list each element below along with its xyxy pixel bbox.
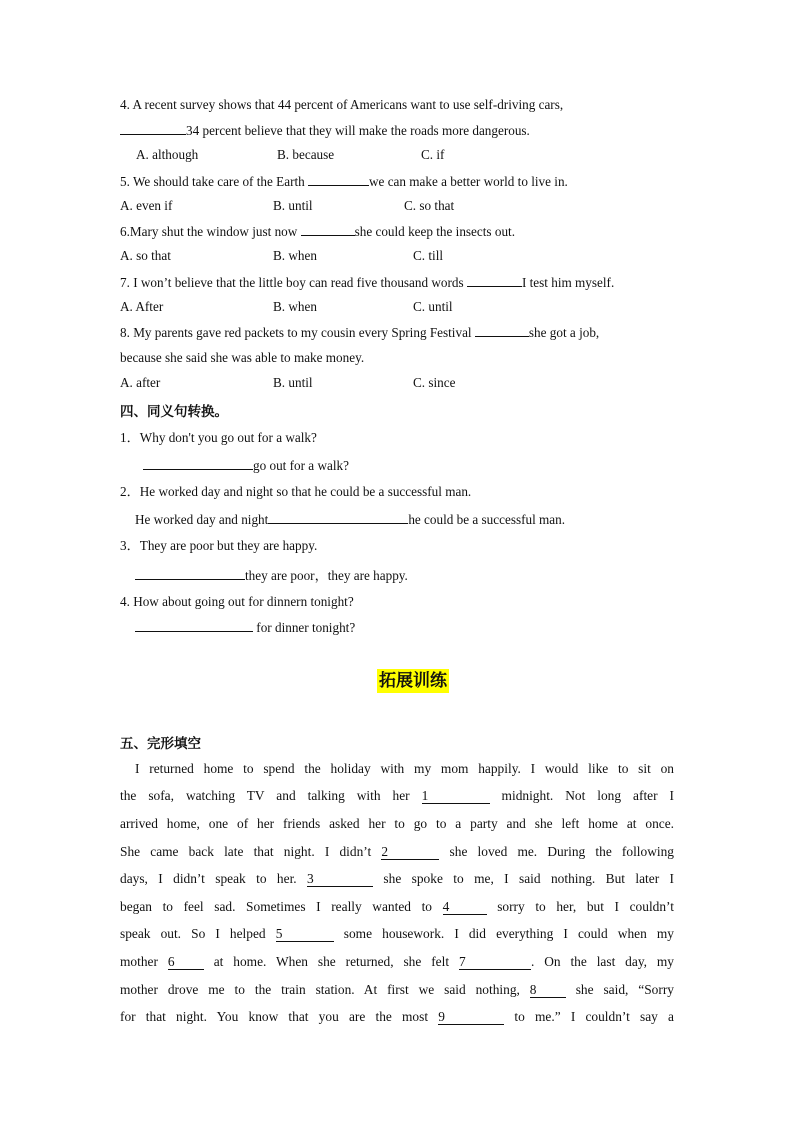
cloze-line-7 xyxy=(120,926,674,942)
cloze-text: she said, “Sorry xyxy=(565,982,674,997)
q5-option-a: A. even if xyxy=(120,198,173,213)
cloze-blank-4[interactable]: 4 xyxy=(443,900,487,915)
answer-blank[interactable] xyxy=(143,457,253,470)
section4-heading: 四、同义句转换。 xyxy=(120,404,228,420)
cloze-text: began to feel sad. Sometimes I really wanted to xyxy=(120,899,443,914)
s4-a2-text: he could be a successful man. xyxy=(408,512,566,527)
q8-text-post: she got a job, xyxy=(528,325,600,340)
q7-option-b: B. when xyxy=(273,299,317,314)
q4-line2-text: 34 percent believe that they will make the roads more dangerous. xyxy=(186,123,530,138)
s4-a1-text: go out for a walk? xyxy=(253,458,349,473)
cloze-line-3: arrived home, one of her friends asked her to go to a party and she left home at once. xyxy=(120,816,674,831)
section5-heading: 五、完形填空 xyxy=(120,736,201,752)
cloze-blank-1[interactable]: 1 xyxy=(422,789,490,804)
q8-option-c: C. since xyxy=(413,375,456,390)
s4-q1: 1．Why don't you go out for a walk? xyxy=(120,430,317,445)
q6-text: 6.Mary shut the window just now xyxy=(120,224,301,239)
s4-a3-text: they are poor，they are happy. xyxy=(245,568,408,583)
s4-a3 xyxy=(135,567,408,584)
cloze-text: she loved me. During the following xyxy=(439,844,675,859)
cloze-text: midnight. Not long after I xyxy=(489,788,674,803)
answer-blank[interactable] xyxy=(135,619,253,632)
q8-line2: because she said she was able to make money. xyxy=(120,350,365,365)
q5-option-c: C. so that xyxy=(404,198,455,213)
s4-q4: 4. How about going out for dinnern tonight? xyxy=(120,594,354,609)
q7-text-post: I test him myself. xyxy=(521,275,615,290)
s4-q3: 3．They are poor but they are happy. xyxy=(120,538,318,553)
answer-blank[interactable] xyxy=(268,511,408,524)
q8-option-b: B. until xyxy=(273,375,313,390)
cloze-blank-9[interactable]: 9 xyxy=(438,1010,504,1025)
cloze-blank-7[interactable]: 7 xyxy=(459,955,531,970)
q6-option-a: A. so that xyxy=(120,248,171,263)
cloze-line-10 xyxy=(120,1009,674,1025)
q5-text: 5. We should take care of the Earth xyxy=(120,174,309,189)
cloze-text: speak out. So I helped xyxy=(120,926,276,941)
cloze-text: mother drove me to the train station. At first we said nothing, xyxy=(120,982,530,997)
cloze-text: she spoke to me, I said nothing. But later I xyxy=(373,871,674,886)
s4-a2-text-pre: He worked day and night xyxy=(135,512,269,527)
cloze-text: some housework. I did everything I could when my xyxy=(333,926,674,941)
q8-option-a: A. after xyxy=(120,375,161,390)
cloze-text: . On the last day, my xyxy=(530,954,674,969)
cloze-blank-6[interactable]: 6 xyxy=(168,955,204,970)
cloze-blank-3[interactable]: 3 xyxy=(307,872,373,887)
section-title: 拓展训练 xyxy=(379,671,447,691)
q4-line1: 4. A recent survey shows that 44 percent of Americans want to use self-driving cars, xyxy=(120,97,564,112)
cloze-text: to me.” I couldn’t say a xyxy=(504,1009,674,1024)
answer-blank[interactable] xyxy=(467,274,522,287)
cloze-text: She came back late that night. I didn’t xyxy=(120,844,382,859)
q4-line2 xyxy=(120,122,530,139)
q4-option-a: A. although xyxy=(136,147,199,162)
cloze-text: for that night. You know that you are the most xyxy=(120,1009,439,1024)
answer-blank[interactable] xyxy=(120,122,186,135)
s4-a4-text: for dinner tonight? xyxy=(253,620,356,635)
cloze-line-8 xyxy=(120,954,674,970)
cloze-line-2 xyxy=(120,788,674,804)
q7-option-c: C. until xyxy=(413,299,453,314)
s4-a2 xyxy=(135,511,565,528)
q7-text: 7. I won’t believe that the little boy can read five thousand words xyxy=(120,275,467,290)
cloze-text: sorry to her, but I couldn’t xyxy=(486,899,674,914)
q8-line1 xyxy=(120,324,599,341)
q6-text-post: she could keep the insects out. xyxy=(354,224,516,239)
cloze-text: mother xyxy=(120,954,168,969)
q6-option-b: B. when xyxy=(273,248,317,263)
s4-q2: 2．He worked day and night so that he could be a successful man. xyxy=(120,484,472,499)
q4-option-b: B. because xyxy=(277,147,335,162)
s4-a4 xyxy=(135,619,355,636)
q7-option-a: A. After xyxy=(120,299,164,314)
answer-blank[interactable] xyxy=(475,324,529,337)
cloze-blank-2[interactable]: 2 xyxy=(381,845,439,860)
cloze-line-6 xyxy=(120,899,674,915)
cloze-blank-8[interactable]: 8 xyxy=(530,983,566,998)
answer-blank[interactable] xyxy=(135,567,245,580)
answer-blank[interactable] xyxy=(301,223,355,236)
cloze-text: days, I didn’t speak to her. xyxy=(120,871,308,886)
cloze-line-1: I returned home to spend the holiday with my mom happily. I would like to sit on xyxy=(135,761,674,776)
cloze-text: the sofa, watching TV and talking with her xyxy=(120,788,422,803)
answer-blank[interactable] xyxy=(308,173,369,186)
q6-option-c: C. till xyxy=(413,248,444,263)
q5-line xyxy=(120,173,568,190)
q6-line xyxy=(120,223,515,240)
q8-text: 8. My parents gave red packets to my cousin every Spring Festival xyxy=(120,325,475,340)
cloze-line-5 xyxy=(120,871,674,887)
cloze-line-4 xyxy=(120,844,674,860)
q7-line xyxy=(120,274,614,291)
cloze-blank-5[interactable]: 5 xyxy=(276,927,334,942)
q5-option-b: B. until xyxy=(273,198,313,213)
q4-option-c: C. if xyxy=(421,147,445,162)
cloze-text: at home. When she returned, she felt xyxy=(203,954,459,969)
cloze-line-9 xyxy=(120,982,674,998)
s4-a1 xyxy=(143,457,349,474)
q5-text-post: we can make a better world to live in. xyxy=(369,174,568,189)
